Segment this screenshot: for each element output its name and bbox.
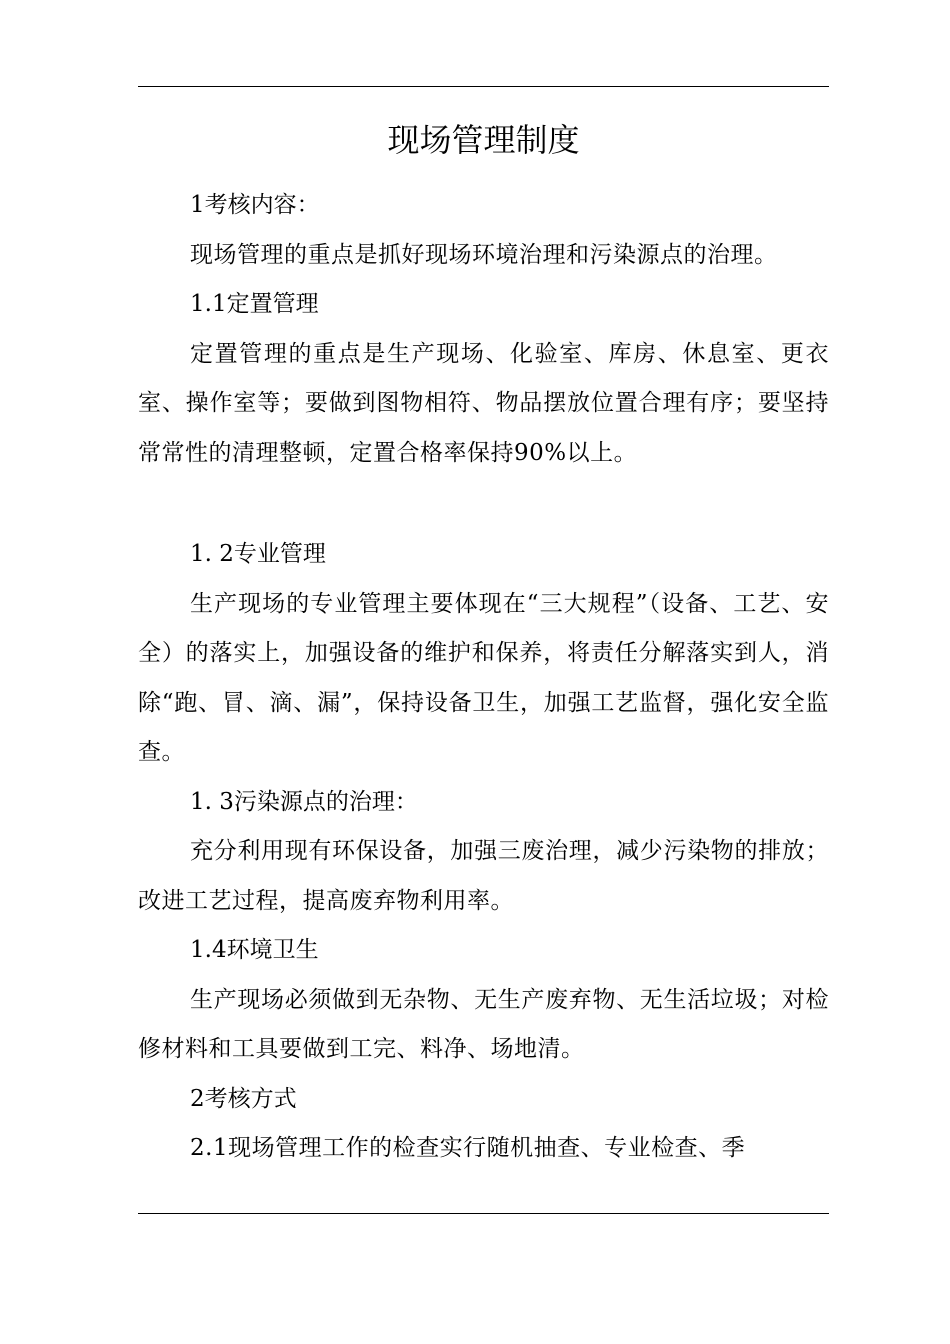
section-heading-1-1: 1.1定置管理 [190, 291, 319, 317]
section-heading-1-3: 1. 3污染源点的治理： [190, 788, 418, 815]
paragraph-1-1: 定置管理的重点是生产现场、化验室、库房、休息室、更衣室、操作室等；要做到图物相符、物品摆放位置合理有序；要坚持常常性的清理整顿，定置合格率保持90%以上。 [138, 340, 829, 466]
document-body [138, 181, 829, 1174]
footer-rule [138, 1213, 829, 1214]
paragraph-1-3: 充分利用现有环保设备，加强三废治理，减少污染物的排放；改进工艺过程，提高废弃物利用率。 [138, 838, 829, 914]
paragraph-2-1: 2.1现场管理工作的检查实行随机抽查、专业检查、季 [190, 1135, 746, 1161]
paragraph-intro: 现场管理的重点是抓好现场环境治理和污染源点的治理。 [190, 241, 778, 268]
section-heading-1-2: 1. 2专业管理 [190, 541, 326, 567]
document-title: 现场管理制度 [387, 121, 580, 159]
blank-line [138, 478, 829, 530]
section-heading-2: 2考核方式 [190, 1085, 297, 1112]
section-heading-1: 1考核内容： [190, 192, 320, 218]
section-heading-1-4: 1.4环境卫生 [190, 937, 319, 963]
header-rule [138, 86, 829, 87]
paragraph-1-2: 生产现场的专业管理主要体现在“三大规程”（设备、工艺、安全）的落实上，加强设备的维护和保养，将责任分解落实到人，消除“跑、冒、滴、漏”，保持设备卫生，加强工艺监督，强化安全监查。 [138, 590, 829, 765]
paragraph-1-4: 生产现场必须做到无杂物、无生产废弃物、无生活垃圾；对检修材料和工具要做到工完、料净、场地清。 [138, 986, 829, 1062]
